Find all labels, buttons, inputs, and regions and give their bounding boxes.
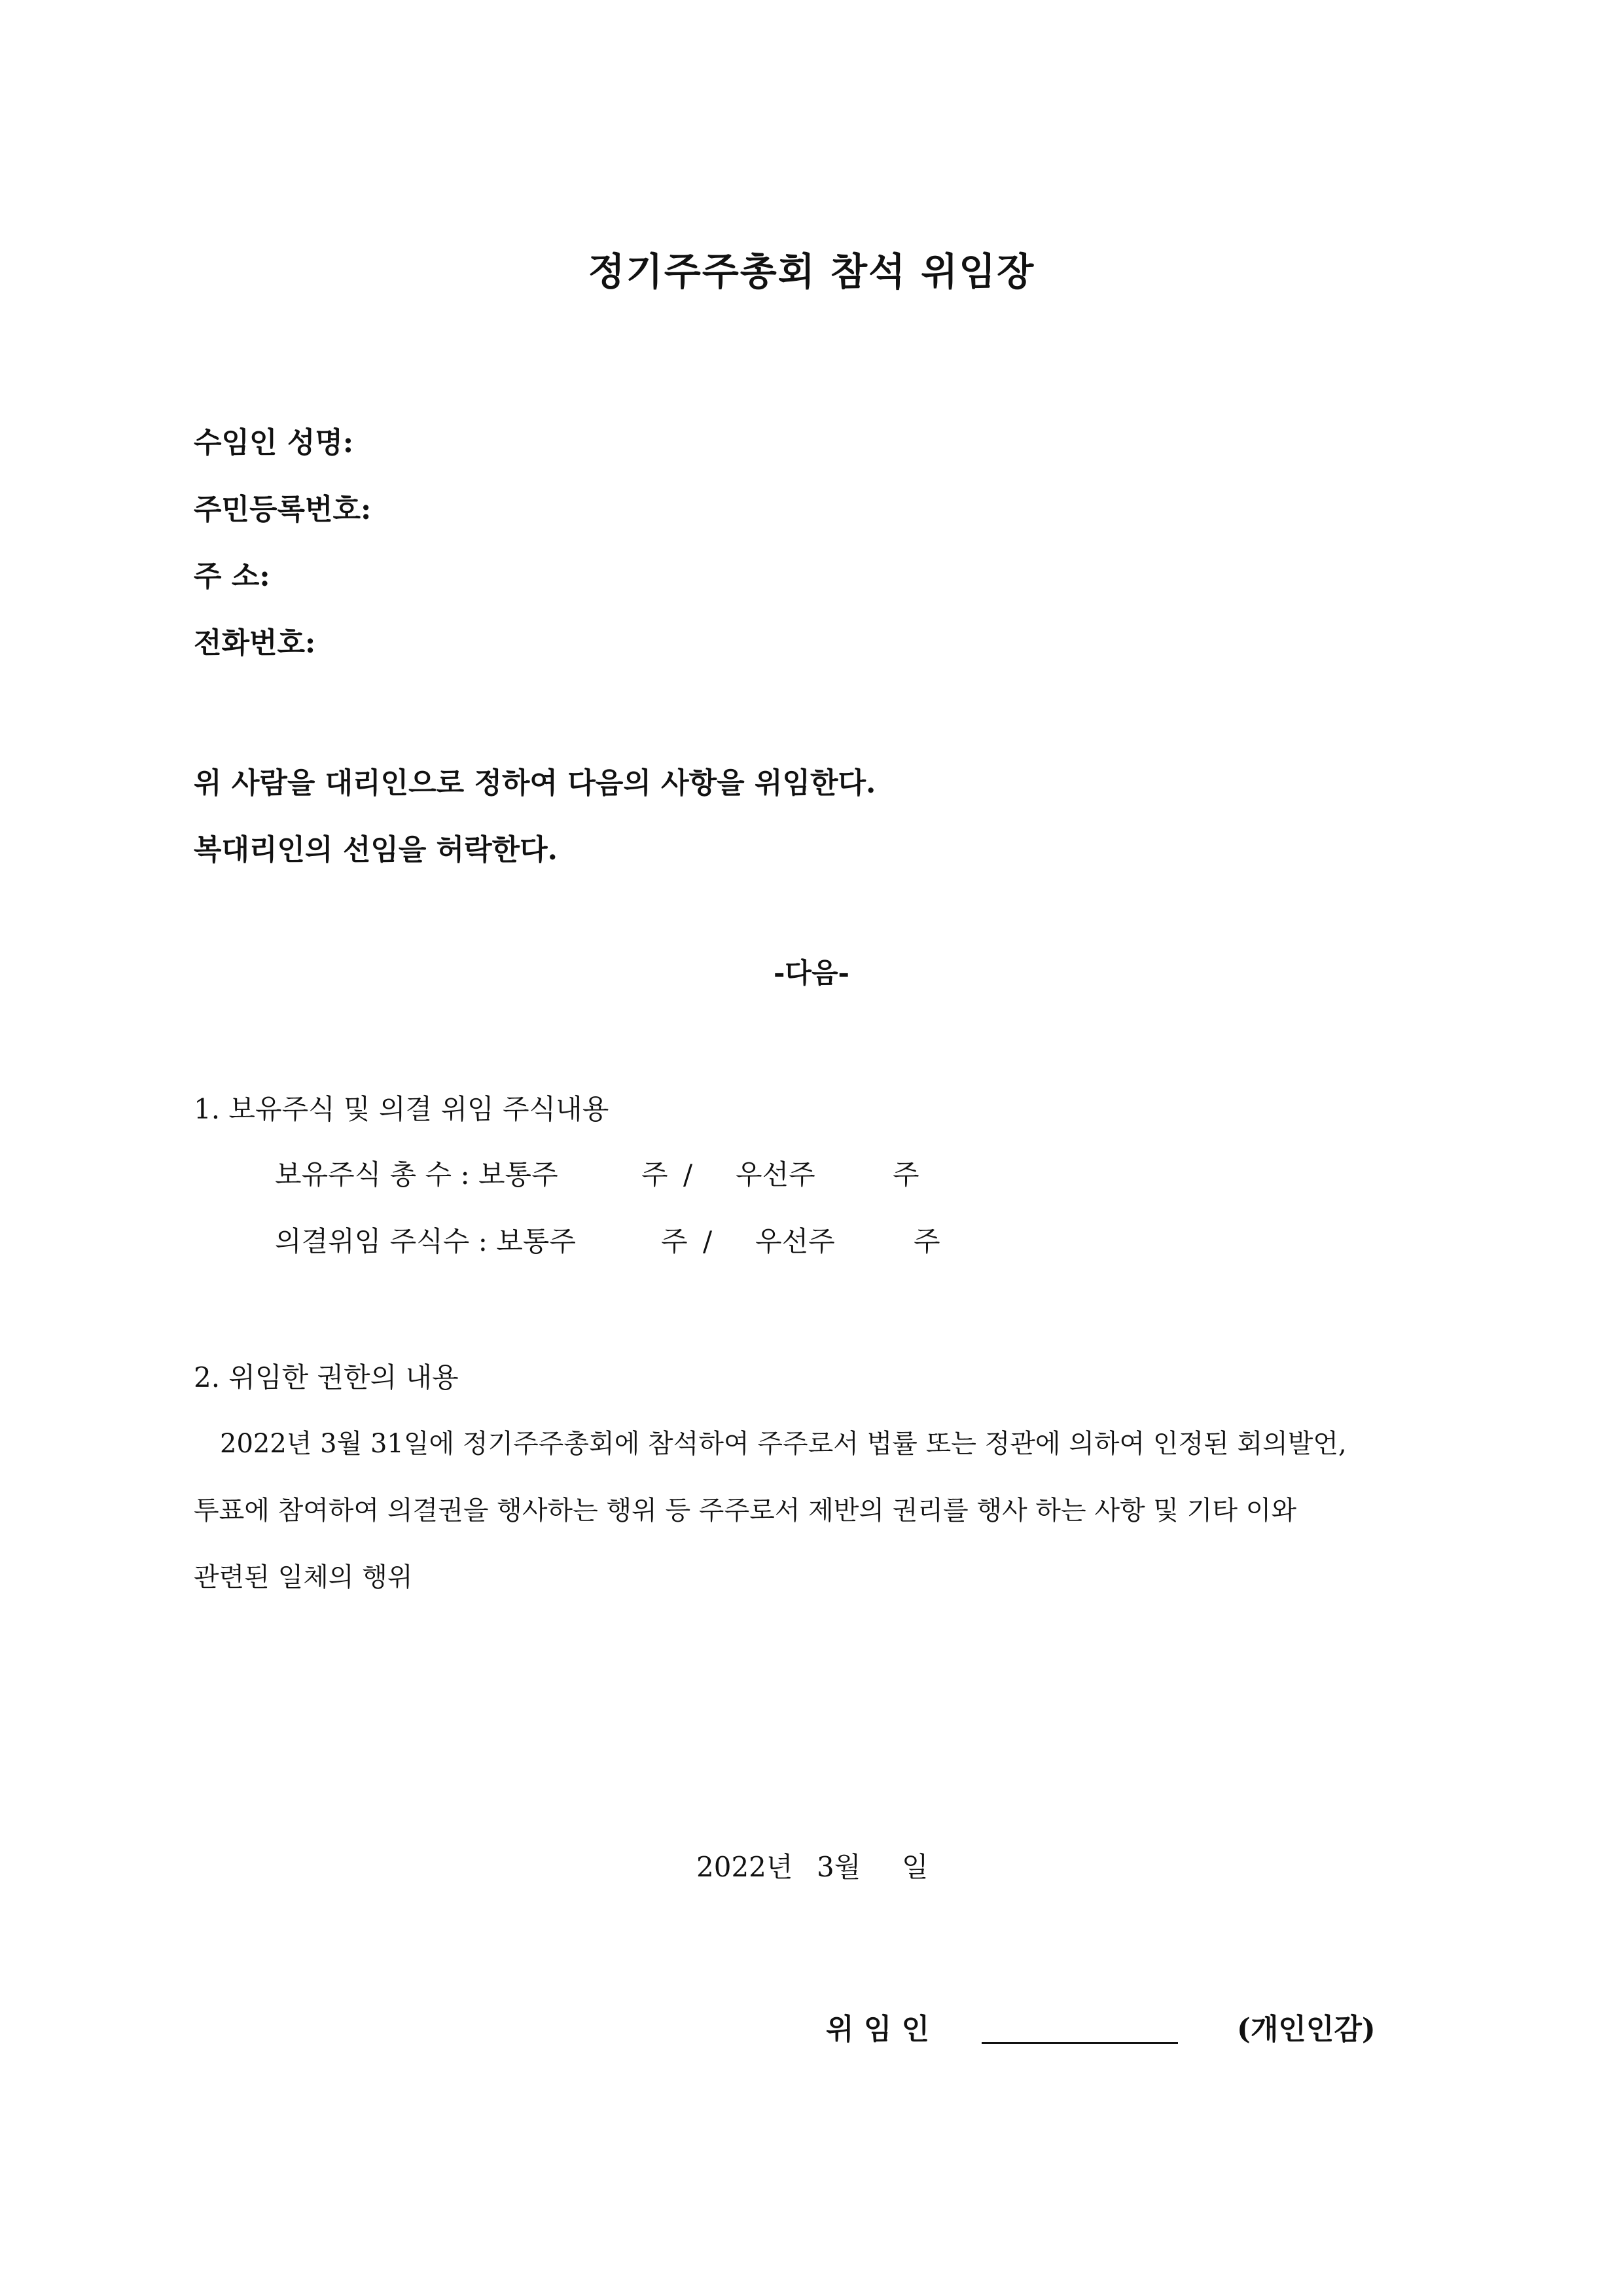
holding-common-unit: 주: [641, 1158, 668, 1191]
holding-shares-label: 보유주식 총 수 : 보통주: [275, 1158, 558, 1191]
signature-line: [982, 2042, 1178, 2044]
holding-preferred-unit: 주: [893, 1158, 919, 1191]
voting-shares-label: 의결위임 주식수 : 보통주: [275, 1225, 576, 1257]
delegator-label: 위 임 인: [826, 2013, 930, 2046]
seal-label: (개인인감): [1237, 2013, 1376, 2046]
phone-label: 전화번호:: [194, 626, 316, 660]
voting-preferred-label: 우선주: [755, 1225, 835, 1257]
notice-label: -다음-: [773, 957, 849, 989]
date-month: 3월: [817, 1851, 861, 1883]
document-title: 정기주주총회 참석 위임장: [588, 249, 1035, 294]
section1-heading: 1. 보유주식 및 의결 위임 주식내용: [194, 1093, 609, 1125]
authority-line-2: 투표에 참여하여 의결권을 행사하는 행위 등 주주로서 제반의 권리를 행사 하는 사항 및 기타 이와: [194, 1496, 1296, 1526]
section2-heading: 2. 위임한 권한의 내용: [194, 1361, 459, 1393]
voting-preferred-unit: 주: [914, 1225, 940, 1257]
holding-shares-row: [275, 1153, 919, 1193]
holding-preferred-label: 우선주: [736, 1158, 815, 1191]
sub-agent-statement: 복대리인의 선임을 허락한다.: [194, 833, 558, 867]
date-year: 2022년: [696, 1851, 793, 1883]
resident-number-label: 주민등록번호:: [194, 493, 372, 526]
voting-shares-row: [275, 1220, 940, 1259]
date-day: 일: [902, 1851, 929, 1883]
voting-separator: /: [703, 1225, 713, 1257]
delegation-statement: 위 사람을 대리인으로 정하여 다음의 사항을 위임한다.: [194, 766, 876, 800]
proxy-name-label: 수임인 성명:: [194, 426, 354, 459]
authority-line-1: 2022년 3월 31일에 정기주주총회에 참석하여 주주로서 법률 또는 정관에 의하여 인정된 회의발언,: [220, 1429, 1347, 1459]
voting-common-unit: 주: [661, 1225, 688, 1257]
authority-line-3: 관련된 일체의 행위: [194, 1562, 413, 1592]
holding-separator: /: [683, 1158, 693, 1191]
address-label: 주 소:: [194, 560, 270, 593]
